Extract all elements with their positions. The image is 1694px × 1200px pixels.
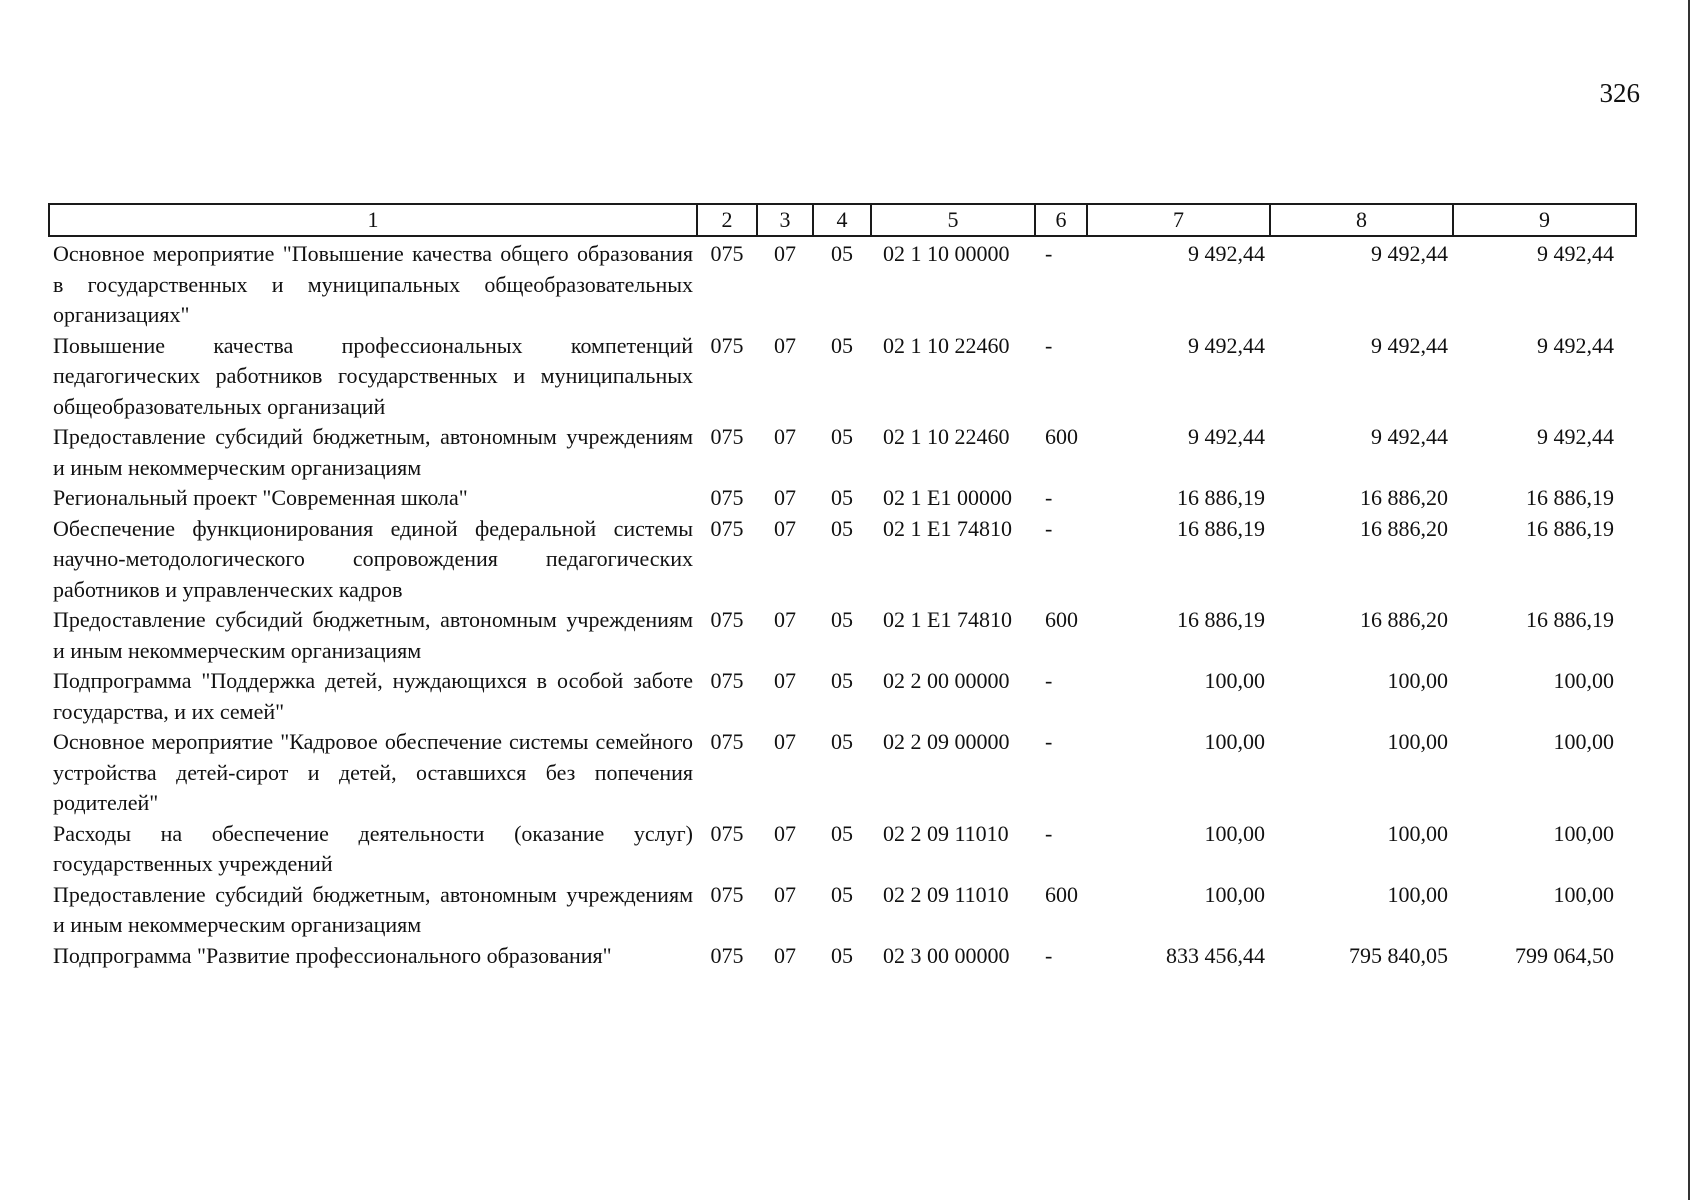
row-name: Обеспечение функционирования единой федеральной системы научно-методологического сопровождения педагогических работников и управленческих кадров [53,515,693,602]
header-col-3: 3 [757,204,813,236]
row-col-5: 02 2 00 00000 [883,668,1010,693]
row-col-6: - [1045,515,1053,541]
table-row [49,941,1636,972]
row-col-4: 05 [831,332,853,358]
row-col-2: 075 [710,241,744,266]
row-col-9: 16 886,19 [1526,515,1614,541]
row-col-6: 600 [1045,424,1078,449]
row-col-5: 02 1 10 00000 [883,241,1010,266]
row-col-2: 075 [710,881,744,907]
row-col-3: 07 [774,942,796,968]
row-col-9: 100,00 [1553,668,1614,693]
header-col-4: 4 [813,204,871,236]
row-col-5: 02 2 09 11010 [883,820,1009,846]
row-col-6: - [1045,942,1053,968]
row-col-4: 05 [831,485,853,510]
row-col-3: 07 [774,668,796,693]
row-col-4: 05 [831,729,853,754]
row-col-7: 16 886,19 [1177,515,1265,541]
row-col-9: 100,00 [1553,820,1614,846]
row-name: Региональный проект "Современная школа" [53,485,468,510]
row-col-2: 075 [710,668,744,693]
row-col-4: 05 [831,607,853,632]
row-col-6: - [1045,729,1053,754]
budget-table [48,203,1637,971]
row-col-9: 100,00 [1553,729,1614,754]
row-name: Основное мероприятие "Кадровое обеспечение системы семейного устройства детей-сирот и детей, оставшихся без попечения родителей" [53,729,693,815]
row-col-5: 02 1 10 22460 [883,424,1010,449]
row-col-8: 16 886,20 [1360,485,1448,510]
row-col-4: 05 [831,241,853,266]
table-row [49,819,1636,880]
row-col-4: 05 [831,881,853,907]
row-col-7: 16 886,19 [1177,485,1265,510]
row-col-8: 9 492,44 [1371,424,1448,449]
table-row [49,880,1636,941]
row-col-9: 9 492,44 [1537,241,1614,266]
row-col-6: 600 [1045,881,1078,907]
row-col-5: 02 1 E1 74810 [883,515,1012,541]
row-col-7: 100,00 [1204,729,1265,754]
row-name: Подпрограмма "Развитие профессионального образования" [53,942,612,968]
table-row [49,483,1636,514]
row-col-8: 9 492,44 [1371,332,1448,358]
row-col-4: 05 [831,515,853,541]
row-col-6: - [1045,332,1053,358]
table-row [49,422,1636,483]
row-col-5: 02 3 00 00000 [883,942,1010,968]
table-row [49,605,1636,666]
header-col-8: 8 [1270,204,1453,236]
row-col-6: - [1045,485,1053,510]
row-col-6: - [1045,820,1053,846]
table-row [49,331,1636,423]
row-col-9: 100,00 [1553,881,1614,907]
row-col-5: 02 1 10 22460 [883,332,1010,358]
row-col-3: 07 [774,820,796,846]
row-col-2: 075 [710,485,744,510]
header-row [49,204,1636,236]
row-col-6: - [1045,668,1053,693]
row-col-9: 16 886,19 [1526,485,1614,510]
row-col-9: 9 492,44 [1537,332,1614,358]
row-col-8: 100,00 [1387,881,1448,907]
scan-edge-line [1688,0,1690,1200]
row-name: Повышение качества профессиональных компетенций педагогических работников государственных и муниципальных общеобразовательных организаций [53,332,693,419]
row-col-3: 07 [774,241,796,266]
row-col-7: 833 456,44 [1166,942,1265,968]
row-col-7: 9 492,44 [1188,424,1265,449]
row-col-3: 07 [774,881,796,907]
row-col-9: 16 886,19 [1526,607,1614,632]
row-col-2: 075 [710,820,744,846]
header-col-6: 6 [1035,204,1087,236]
header-col-9: 9 [1453,204,1636,236]
table-row [49,727,1636,819]
row-col-6: 600 [1045,607,1078,632]
row-col-8: 9 492,44 [1371,241,1448,266]
row-col-8: 795 840,05 [1349,942,1448,968]
row-col-3: 07 [774,332,796,358]
row-col-9: 799 064,50 [1515,942,1614,968]
row-col-3: 07 [774,729,796,754]
row-col-8: 16 886,20 [1360,607,1448,632]
row-col-7: 100,00 [1204,668,1265,693]
header-col-5: 5 [871,204,1035,236]
row-col-2: 075 [710,607,744,632]
row-col-5: 02 2 09 11010 [883,881,1009,907]
row-col-8: 100,00 [1387,729,1448,754]
row-col-3: 07 [774,424,796,449]
header-col-1: 1 [49,204,697,236]
row-col-5: 02 1 E1 74810 [883,607,1012,632]
row-col-7: 9 492,44 [1188,241,1265,266]
row-col-2: 075 [710,332,744,358]
row-col-4: 05 [831,668,853,693]
table-row [49,514,1636,606]
row-col-2: 075 [710,729,744,754]
row-col-4: 05 [831,942,853,968]
row-col-3: 07 [774,515,796,541]
row-name: Предоставление субсидий бюджетным, автономным учреждениям и иным некоммерческим организациям [53,607,693,663]
row-col-3: 07 [774,485,796,510]
header-col-7: 7 [1087,204,1270,236]
row-col-7: 16 886,19 [1177,607,1265,632]
header-col-2: 2 [697,204,757,236]
row-col-7: 100,00 [1204,881,1265,907]
row-col-3: 07 [774,607,796,632]
row-col-2: 075 [710,424,744,449]
row-col-7: 9 492,44 [1188,332,1265,358]
row-col-4: 05 [831,820,853,846]
row-name: Подпрограмма "Поддержка детей, нуждающихся в особой заботе государства, и их семей" [53,668,693,724]
table-row [49,236,1636,331]
row-col-8: 100,00 [1387,668,1448,693]
row-col-2: 075 [710,942,744,968]
row-col-8: 100,00 [1387,820,1448,846]
row-name: Основное мероприятие "Повышение качества общего образования в государственных и муниципальных общеобразовательных организациях" [53,241,693,327]
table-row [49,666,1636,727]
row-name: Предоставление субсидий бюджетным, автономным учреждениям и иным некоммерческим организациям [53,424,693,480]
row-col-2: 075 [710,515,744,541]
page-number: 326 [1599,78,1640,108]
row-name: Расходы на обеспечение деятельности (оказание услуг) государственных учреждений [53,820,693,876]
row-name: Предоставление субсидий бюджетным, автономным учреждениям и иным некоммерческим организациям [53,881,693,937]
row-col-7: 100,00 [1204,820,1265,846]
row-col-5: 02 2 09 00000 [883,729,1010,754]
row-col-4: 05 [831,424,853,449]
row-col-8: 16 886,20 [1360,515,1448,541]
row-col-5: 02 1 E1 00000 [883,485,1012,510]
row-col-6: - [1045,241,1053,266]
row-col-9: 9 492,44 [1537,424,1614,449]
